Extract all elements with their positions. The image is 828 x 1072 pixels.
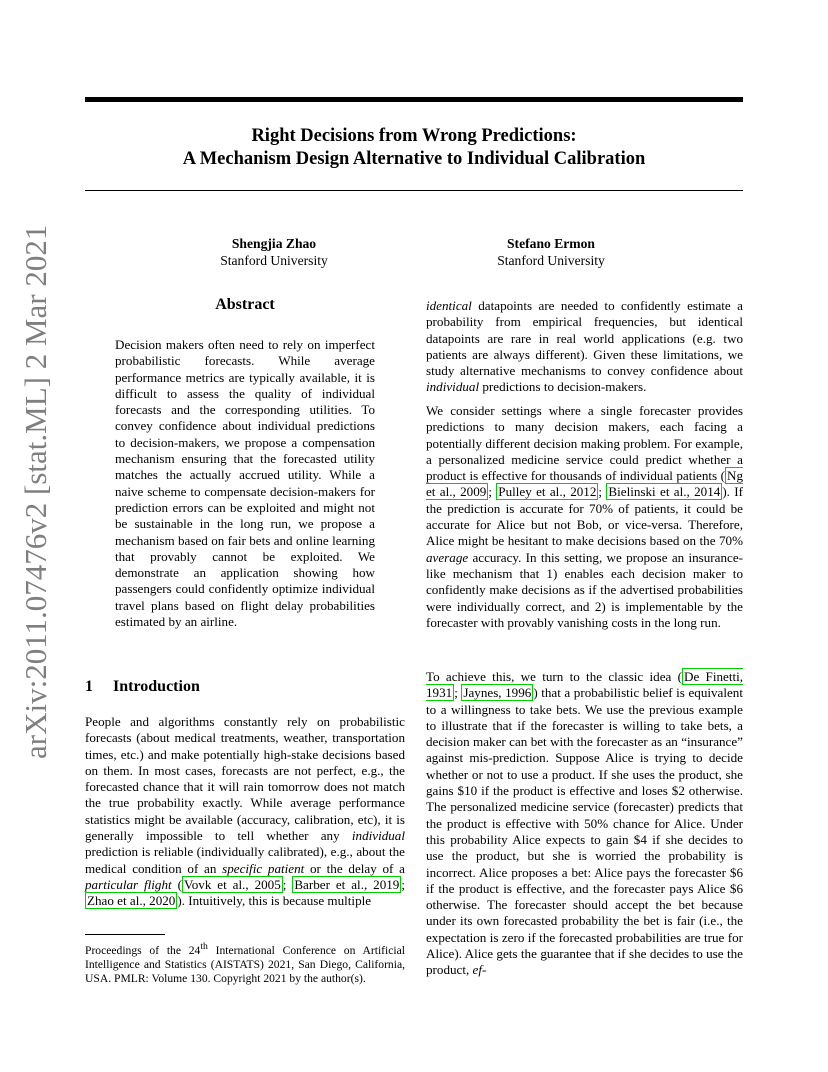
citation-link[interactable]: Vovk et al., 2005: [183, 876, 281, 892]
footnote-text: International Conference on Artificial Intelligence and Statistics (AISTATS) 2021, San Diego, California, USA. PMLR: Volume 130. Copyright 2021 by the author(s).: [85, 943, 406, 986]
right-paragraph-2: [426, 403, 743, 631]
citation-link[interactable]: Bielinski et al., 2014: [608, 484, 721, 500]
top-rule: [85, 97, 743, 102]
emphasis: ef-: [472, 962, 487, 978]
intro-text: (: [171, 876, 182, 892]
citation-link[interactable]: Jaynes, 1996: [463, 685, 532, 701]
section-title: Introduction: [113, 678, 200, 695]
paper-title: [85, 125, 743, 171]
paragraph-text: ;: [488, 484, 497, 500]
intro-paragraph: [85, 714, 405, 910]
citation-link[interactable]: Barber et al., 2019: [294, 876, 400, 892]
author-2: [451, 235, 651, 269]
section-heading: [85, 678, 200, 696]
emphasis: identical: [426, 298, 472, 313]
paragraph-text: ) that a probabilistic belief is equivalent to a willingness to take bets. We use the previous example to illustrate that if the forecaster is willing to take bets, a decision maker can bet with the forecaster as an “insurance” against mis-prediction. Suppose Alice is trying to decide whether or not to use a product. If she uses the product, she gains $10 if the product is effective and loses $2 otherwise. The personalized medicine service (forecaster) predicts that the product is effective with 50% chance for Alice. Under this probability Alice expects to gain $4 if she decides to use the product, but she is worried the probability is incorrect. Alice proposes a bet: Alice pays the forecaster $6 if the product is effective, and the forecaster pays Alice $6 otherwise. The forecaster should accept the bet because under its own forecasted probability the bet is fair (i.e., the expectation is zero if the forecasted probabilities are true for Alice). Alice gets the guarantee that if she decides to use the product,: [426, 685, 743, 978]
citation-link[interactable]: De Finetti, 1931: [426, 669, 744, 701]
intro-text: ;: [282, 876, 293, 892]
paragraph-text: accuracy. In this setting, we propose an insurance-like mechanism that 1) enables each decision maker to confidently make decisions as if the advertised probabilities were individually correct, and 2) is implementable by the forecaster with provably vanishing costs in the long run.: [426, 549, 743, 630]
paragraph-text: datapoints are needed to confidently estimate a probability from empirical frequencies, but identical datapoints are rare in real world applications (e.g. two patients are always different). Given these limitations, we study alternative mechanisms to convey confidence about: [426, 298, 743, 379]
intro-text: ). Intuitively, this is because multiple: [177, 893, 372, 909]
right-paragraph-1: [426, 298, 743, 396]
intro-emphasis: individual: [351, 828, 405, 844]
paragraph-text: To achieve this, we turn to the classic idea (: [426, 669, 682, 684]
paragraph-text: We consider settings where a single forecaster provides predictions to many decision makers, each facing a potentially different decision making problem. For example, a personalized medicine service could predict whether a product is effective for thousands of individual patients (: [426, 403, 743, 484]
intro-emphasis: specific patient: [222, 860, 305, 876]
arxiv-identifier: arXiv:2011.07476v2 [stat.ML] 2 Mar 2021: [18, 224, 53, 759]
footnote-rule: [85, 934, 165, 935]
footnote-text: Proceedings of the 24: [85, 943, 201, 957]
title-rule: [85, 190, 743, 191]
intro-text: prediction is reliable (individually calibrated), e.g., about the medical condition of an: [85, 844, 405, 876]
intro-text: or the delay of a: [304, 860, 405, 876]
author-2-affiliation: Stanford University: [497, 253, 605, 268]
section-number: 1: [85, 678, 93, 695]
author-1: [174, 235, 374, 269]
intro-emphasis: particular flight: [85, 876, 172, 892]
abstract-text: Decision makers often need to rely on imperfect probabilistic forecasts. While average performance metrics are typically available, it is difficult to assess the quality of individual forecasts and the corresponding utilities. To convey confidence about individual predictions to decision-makers, we propose a compensation mechanism ensuring that the forecasted utility matches the actually accrued utility. While a naive scheme to compensate decision-makers for prediction errors can be exploited and might not be sustainable in the long run, we propose a mechanism based on fair bets and online learning that provably cannot be exploited. We demonstrate an application showing how passengers could confidently optimize individual travel plans based on flight delay probabilities estimated by an airline.: [115, 337, 375, 630]
paragraph-text: predictions to decision-makers.: [479, 379, 647, 395]
right-paragraph-3: [426, 669, 743, 979]
intro-text: ;: [401, 876, 405, 892]
author-2-name: Stefano Ermon: [507, 236, 595, 251]
emphasis: average: [426, 549, 469, 565]
emphasis: individual: [426, 379, 480, 395]
citation-link[interactable]: Zhao et al., 2020: [87, 893, 176, 909]
citation-link[interactable]: Ng et al., 2009: [426, 468, 743, 500]
author-1-name: Shengjia Zhao: [231, 236, 317, 251]
title-line-1: Right Decisions from Wrong Predictions:: [251, 126, 577, 146]
paragraph-text: ). If the prediction is accurate for 70% of patients, it could be accurate for Alice but not Bob, or vice-versa. Therefore, Alice might be hesitant to make decisions based on the 70%: [426, 484, 744, 549]
paragraph-text: ;: [598, 484, 607, 500]
citation-link[interactable]: Pulley et al., 2012: [498, 484, 597, 500]
paragraph-text: ;: [454, 685, 462, 701]
author-1-affiliation: Stanford University: [220, 253, 328, 268]
footnote-superscript: th: [200, 941, 208, 952]
footnote: [85, 940, 405, 986]
intro-text: People and algorithms constantly rely on probabilistic forecasts (about medical treatments, weather, transportation times, etc.) and make potentially high-stake decisions based on them. In most cases, forecasts are not perfect, e.g., the forecasted chance that it will rain tomorrow does not match the true probability exactly. While average performance statistics might be available (accuracy, calibration, etc), it is generally impossible to tell whether any: [85, 714, 405, 844]
abstract-heading: Abstract: [215, 296, 275, 313]
title-line-2: A Mechanism Design Alternative to Individual Calibration: [182, 149, 646, 169]
